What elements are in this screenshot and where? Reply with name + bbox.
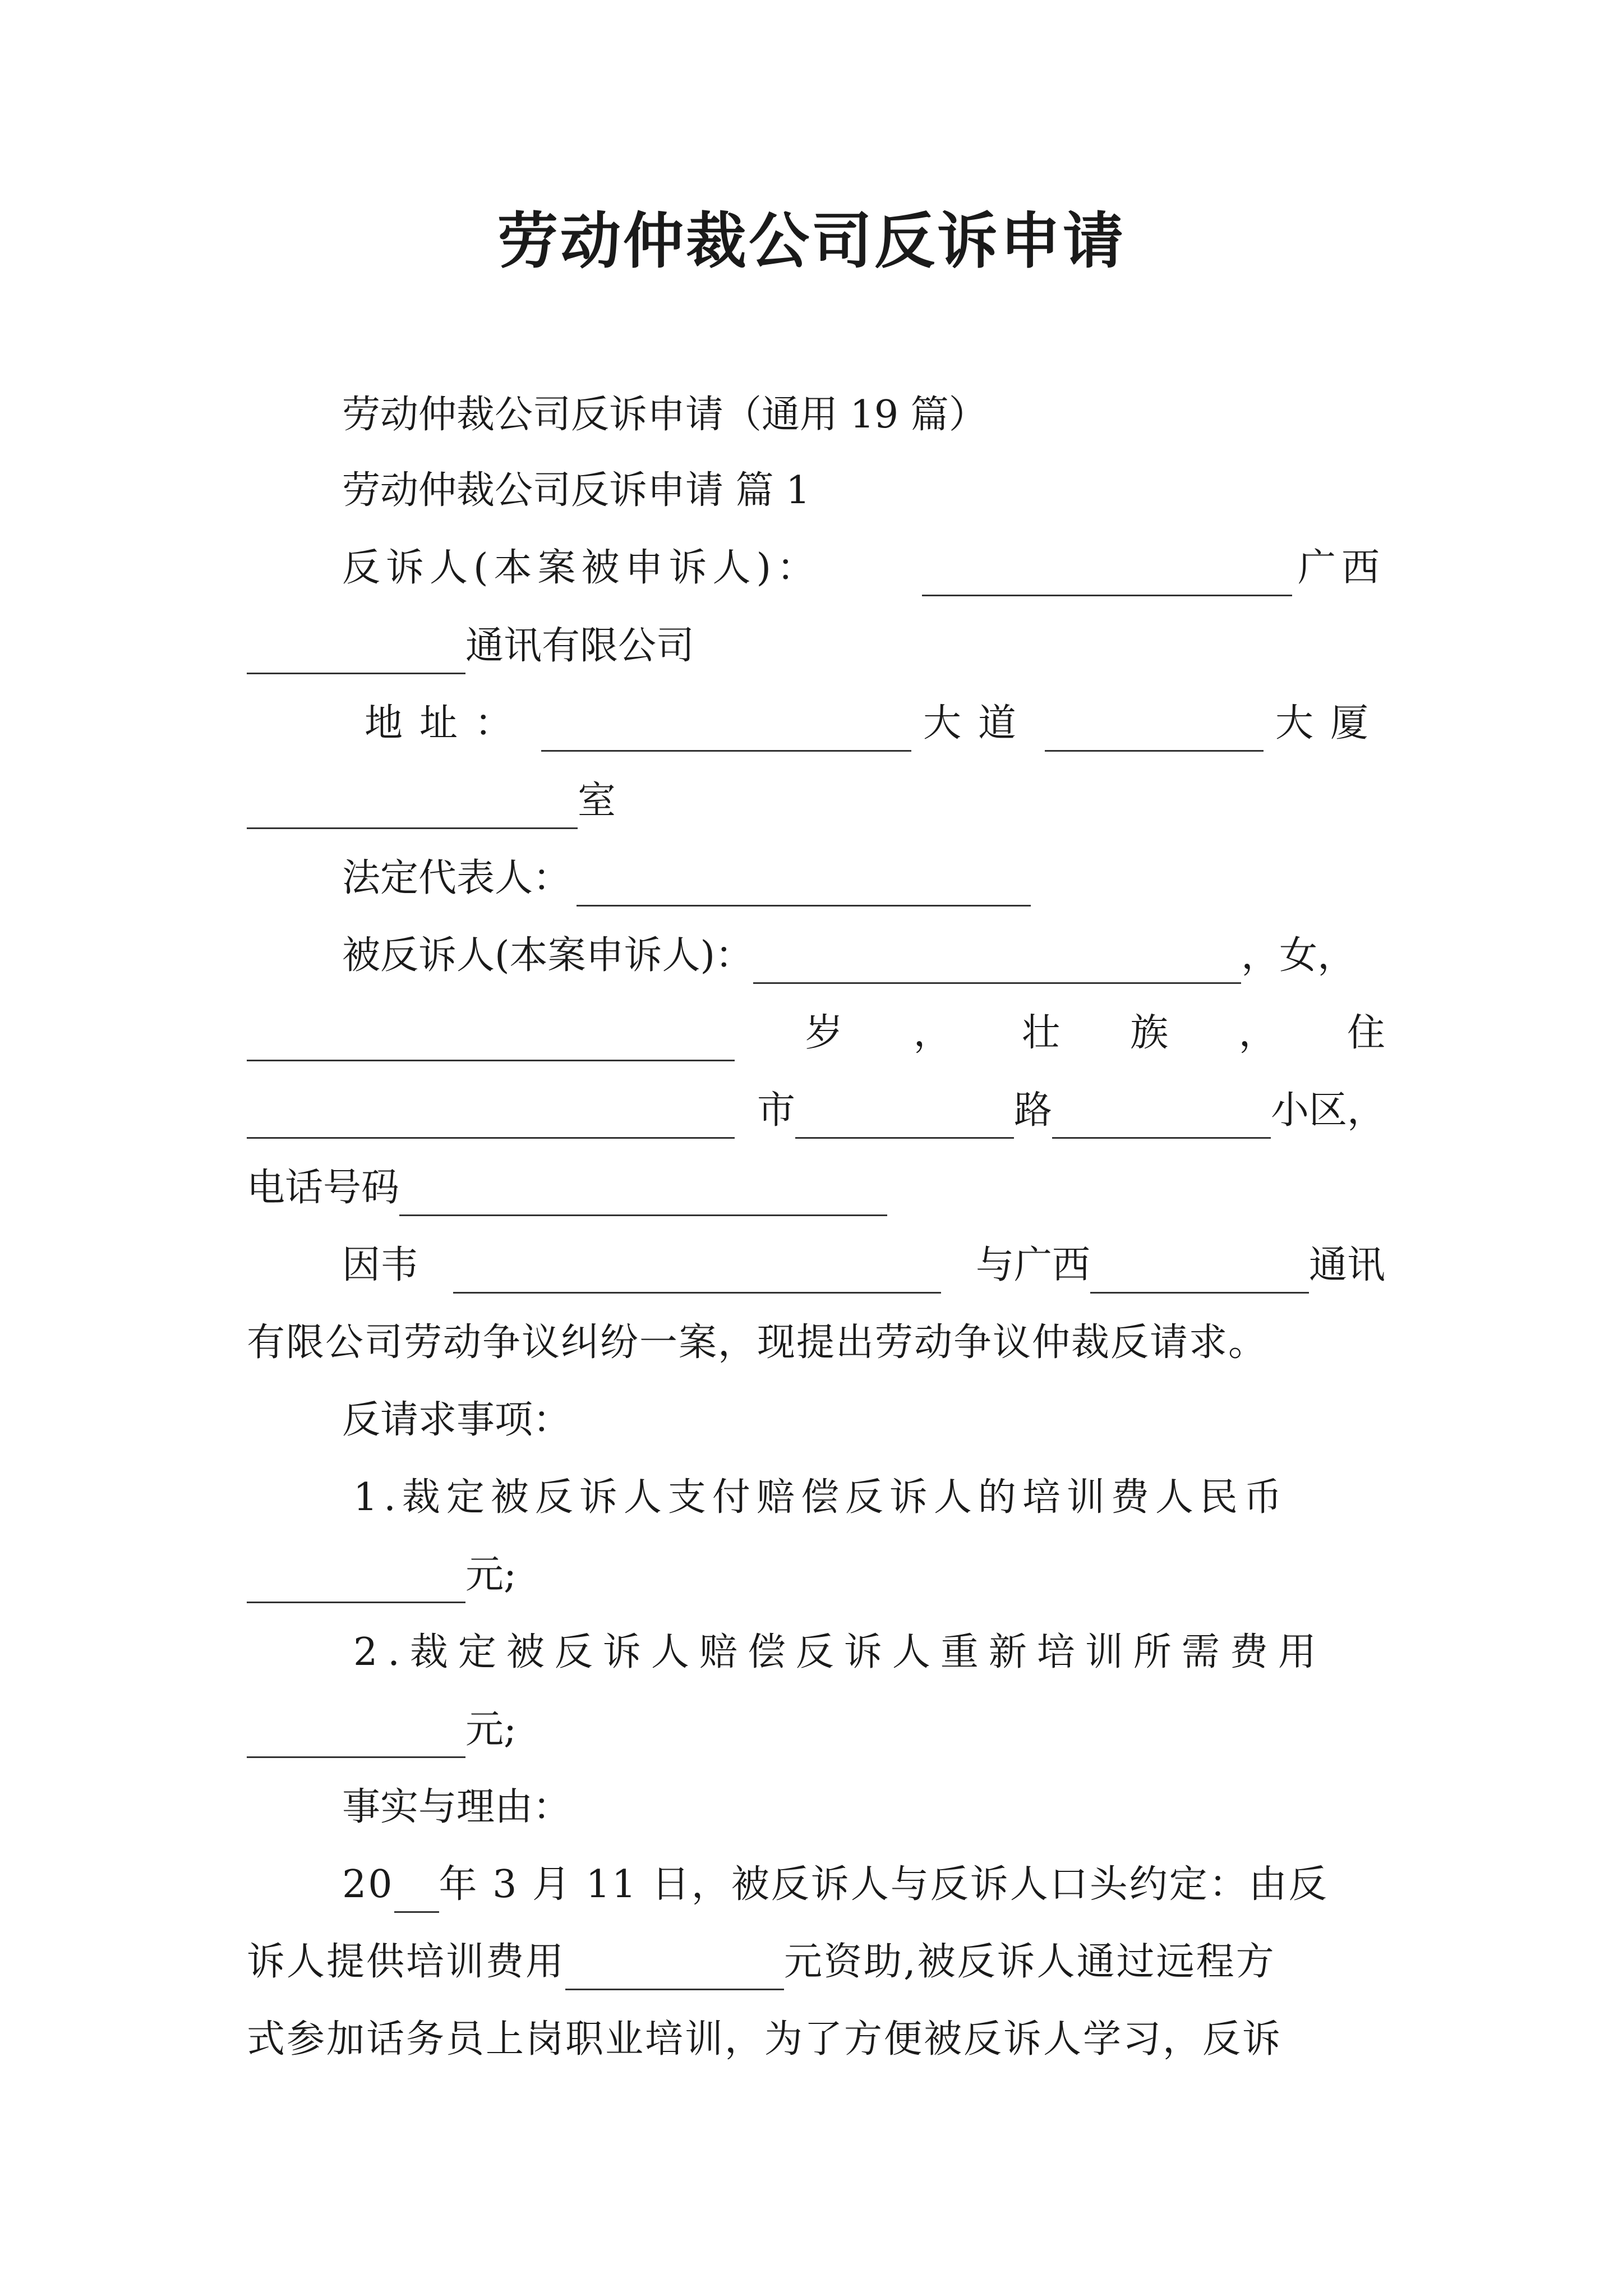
blank-field xyxy=(247,632,465,674)
blank-field xyxy=(577,864,1031,907)
facts-line-1-text: 年 3 月 11 日，被反诉人与反诉人口头约定：由反 xyxy=(439,1862,1329,1907)
legal-rep-label: 法定代表人： xyxy=(342,856,571,900)
claim-2-text: 2.裁定被反诉人赔偿反诉人重新培训所需费用 xyxy=(353,1630,1326,1674)
cause-line-2: 有限公司劳动争议纠纷一案，现提出劳动争议仲裁反请求。 xyxy=(247,1320,1268,1365)
respondent-line xyxy=(342,928,1385,984)
blank-field xyxy=(541,710,911,752)
counterclaimant-label: 反诉人(本案被申诉人)： xyxy=(342,546,821,590)
phone-line xyxy=(247,1160,1385,1216)
counterclaimant-company-line xyxy=(247,618,1385,674)
comma: ， xyxy=(1238,1011,1277,1055)
respondent-gender: ，女， xyxy=(1241,933,1356,978)
respondent-age-line xyxy=(247,1005,1385,1061)
blank-field xyxy=(394,1871,439,1913)
blank-field xyxy=(453,1251,941,1294)
address-room-line xyxy=(247,773,1385,829)
age-unit: 岁 xyxy=(805,1011,843,1055)
ethnicity: 壮 xyxy=(1021,1011,1060,1055)
counterclaimant-line xyxy=(342,540,1385,596)
section-heading: 劳动仲裁公司反诉申请 篇 1 xyxy=(342,468,810,513)
cause-line xyxy=(342,1237,1385,1294)
facts-line-2-b: 元资助,被反诉人通过远程方 xyxy=(784,1940,1276,1984)
facts-line-2 xyxy=(247,1934,1385,1990)
address-label: 地址： xyxy=(365,701,530,746)
claims-heading: 反请求事项： xyxy=(342,1398,571,1442)
claim-1-amount-line xyxy=(247,1547,1385,1603)
road-label: 路 xyxy=(1013,1088,1052,1133)
company-suffix: 通讯有限公司 xyxy=(465,624,695,668)
page-title: 劳动仲裁公司反诉申请 xyxy=(497,206,1126,277)
facts-line-1 xyxy=(342,1857,1385,1913)
facts-line-2-a: 诉人提供培训费用 xyxy=(247,1940,566,1984)
respondent-address-line xyxy=(247,1083,1385,1139)
cause-prefix: 因韦 xyxy=(342,1243,419,1287)
document-subtitle: 劳动仲裁公司反诉申请（通用 19 篇） xyxy=(342,393,987,437)
claim-1-unit: 元; xyxy=(465,1553,517,1597)
city-label: 市 xyxy=(757,1088,795,1133)
phone-label: 电话号码 xyxy=(247,1166,400,1210)
counterclaimant-region: 广西 xyxy=(1297,546,1385,590)
ethnicity-suffix: 族 xyxy=(1130,1011,1169,1055)
address-room: 室 xyxy=(578,779,616,823)
legal-rep-line xyxy=(342,850,1385,907)
cause-suffix: 通讯 xyxy=(1308,1243,1385,1287)
cause-mid: 与广西 xyxy=(975,1243,1090,1287)
claim-2-unit: 元; xyxy=(465,1708,517,1752)
address-line xyxy=(342,696,1385,752)
blank-field xyxy=(247,1019,735,1061)
facts-heading: 事实与理由： xyxy=(342,1785,571,1829)
blank-field xyxy=(1045,710,1264,752)
facts-year-prefix: 20 xyxy=(342,1862,394,1907)
community-label: 小区， xyxy=(1270,1088,1385,1133)
residence-label: 住 xyxy=(1347,1011,1385,1055)
blank-field xyxy=(565,1948,784,1990)
blank-field xyxy=(1052,1097,1271,1139)
blank-field xyxy=(795,1097,1014,1139)
blank-field xyxy=(247,1561,465,1603)
blank-field xyxy=(1090,1251,1309,1294)
blank-field xyxy=(247,1716,465,1758)
respondent-label: 被反诉人(本案申诉人)： xyxy=(342,933,754,978)
address-avenue: 大道 xyxy=(923,701,1033,746)
blank-field xyxy=(247,787,578,829)
blank-field xyxy=(753,942,1241,984)
comma: ， xyxy=(913,1011,952,1055)
claim-1-text: 1.裁定被反诉人支付赔偿反诉人的培训费人民币 xyxy=(353,1475,1288,1520)
blank-field xyxy=(922,554,1292,596)
facts-line-3: 式参加话务员上岗职业培训，为了方便被反诉人学习，反诉 xyxy=(247,2017,1283,2062)
blank-field xyxy=(247,1097,735,1139)
address-building: 大厦 xyxy=(1275,701,1385,746)
blank-field xyxy=(399,1174,887,1216)
claim-2-amount-line xyxy=(247,1702,1385,1758)
